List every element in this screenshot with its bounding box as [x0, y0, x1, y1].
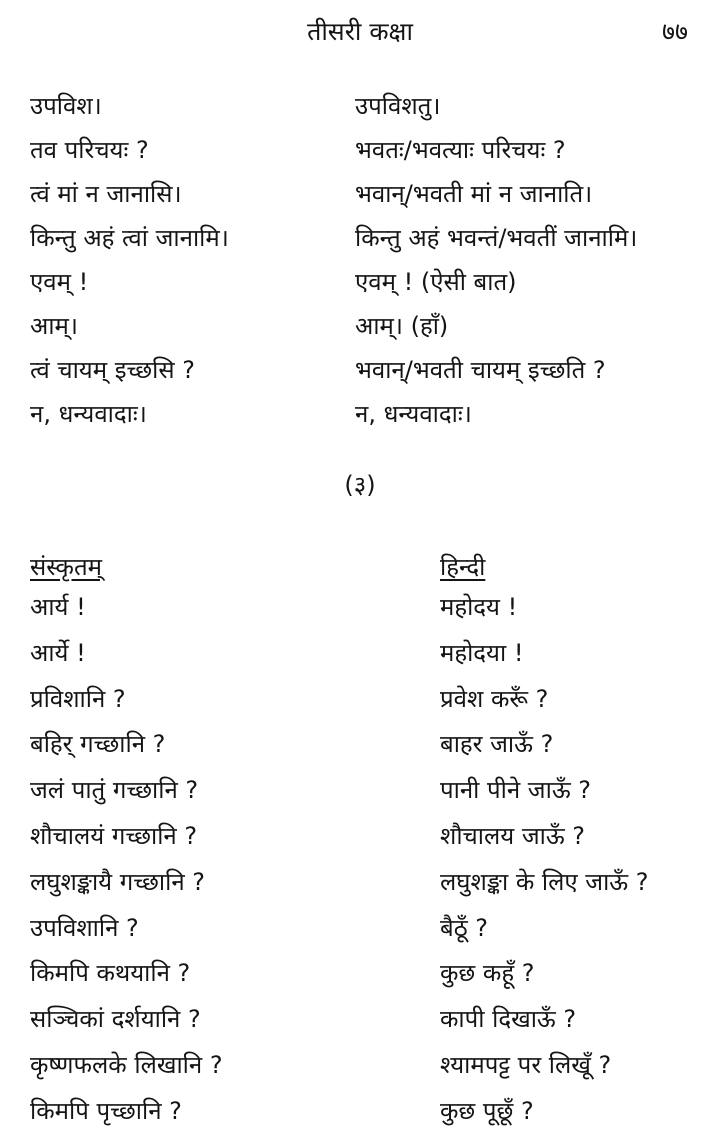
sanskrit-column-header: संस्कृतम्	[30, 553, 103, 581]
hindi-phrase-list	[440, 585, 649, 1135]
dialogue-left-line: त्वं चायम् इच्छसि ?	[30, 356, 195, 384]
sanskrit-phrase: बहिर् गच्छानि ?	[30, 730, 166, 759]
dialogue-right-line: किन्तु अहं भवन्तं/भवतीं जानामि।	[355, 224, 638, 252]
sanskrit-phrase: प्रविशानि ?	[30, 684, 126, 713]
dialogue-right-line: उपविशतु।	[355, 92, 441, 120]
hindi-phrase: प्रवेश करूँ ?	[440, 684, 549, 713]
dialogue-left-line: उपविश।	[30, 92, 102, 120]
sanskrit-phrase: उपविशानि ?	[30, 913, 139, 942]
sanskrit-phrase: कृष्णफलके लिखानि ?	[30, 1050, 223, 1079]
sanskrit-phrase-list	[30, 585, 223, 1135]
sanskrit-phrase: किमपि पृच्छानि ?	[30, 1096, 182, 1125]
sanskrit-phrase: शौचालयं गच्छानि ?	[30, 821, 198, 850]
dialogue-right-line: भवान्/भवती चायम् इच्छति ?	[355, 356, 606, 384]
hindi-phrase: कुछ कहूँ ?	[440, 959, 535, 988]
hindi-phrase: शौचालय जाऊँ ?	[440, 821, 586, 850]
hindi-phrase: महोदय !	[440, 593, 518, 621]
dialogue-right-column	[355, 84, 637, 436]
dialogue-right-line: न, धन्यवादाः।	[355, 400, 472, 428]
page-title: तीसरी कक्षा	[307, 17, 413, 46]
hindi-phrase: पानी पीने जाऊँ ?	[440, 776, 592, 805]
section-number: (३)	[344, 471, 376, 499]
dialogue-left-line: तव परिचयः ?	[30, 136, 149, 164]
dialogue-right-line: भवान्/भवती मां न जानाति।	[355, 180, 593, 208]
hindi-phrase: कुछ पूछूँ ?	[440, 1096, 534, 1125]
dialogue-left-line: किन्तु अहं त्वां जानामि।	[30, 224, 229, 252]
hindi-phrase: बाहर जाऊँ ?	[440, 730, 554, 759]
dialogue-left-column	[30, 84, 229, 436]
sanskrit-phrase: लघुशङ्कायै गच्छानि ?	[30, 867, 206, 896]
dialogue-right-line: एवम् ! (ऐसी बात)	[355, 268, 517, 296]
dialogue-left-line: न, धन्यवादाः।	[30, 400, 147, 428]
sanskrit-phrase: जलं पातुं गच्छानि ?	[30, 776, 199, 805]
dialogue-right-line: आम्। (हाँ)	[355, 312, 449, 340]
dialogue-left-line: त्वं मां न जानासि।	[30, 180, 182, 208]
hindi-phrase: श्यामपट्ट पर लिखूँ ?	[440, 1050, 612, 1079]
page-number: ७७	[661, 17, 688, 46]
hindi-phrase: बैठूँ ?	[440, 913, 489, 942]
sanskrit-phrase: सञ्चिकां दर्शयानि ?	[30, 1005, 201, 1034]
sanskrit-phrase: किमपि कथयानि ?	[30, 959, 191, 988]
sanskrit-phrase: आर्य !	[30, 593, 86, 621]
sanskrit-phrase: आर्ये !	[30, 638, 86, 667]
hindi-phrase: महोदया !	[440, 638, 524, 667]
hindi-phrase: कापी दिखाऊँ ?	[440, 1005, 577, 1034]
dialogue-left-line: आम्।	[30, 312, 78, 340]
dialogue-left-line: एवम् !	[30, 268, 89, 296]
hindi-phrase: लघुशङ्का के लिए जाऊँ ?	[440, 867, 649, 896]
dialogue-right-line: भवतः/भवत्याः परिचयः ?	[355, 136, 566, 164]
hindi-column-header: हिन्दी	[440, 553, 486, 581]
